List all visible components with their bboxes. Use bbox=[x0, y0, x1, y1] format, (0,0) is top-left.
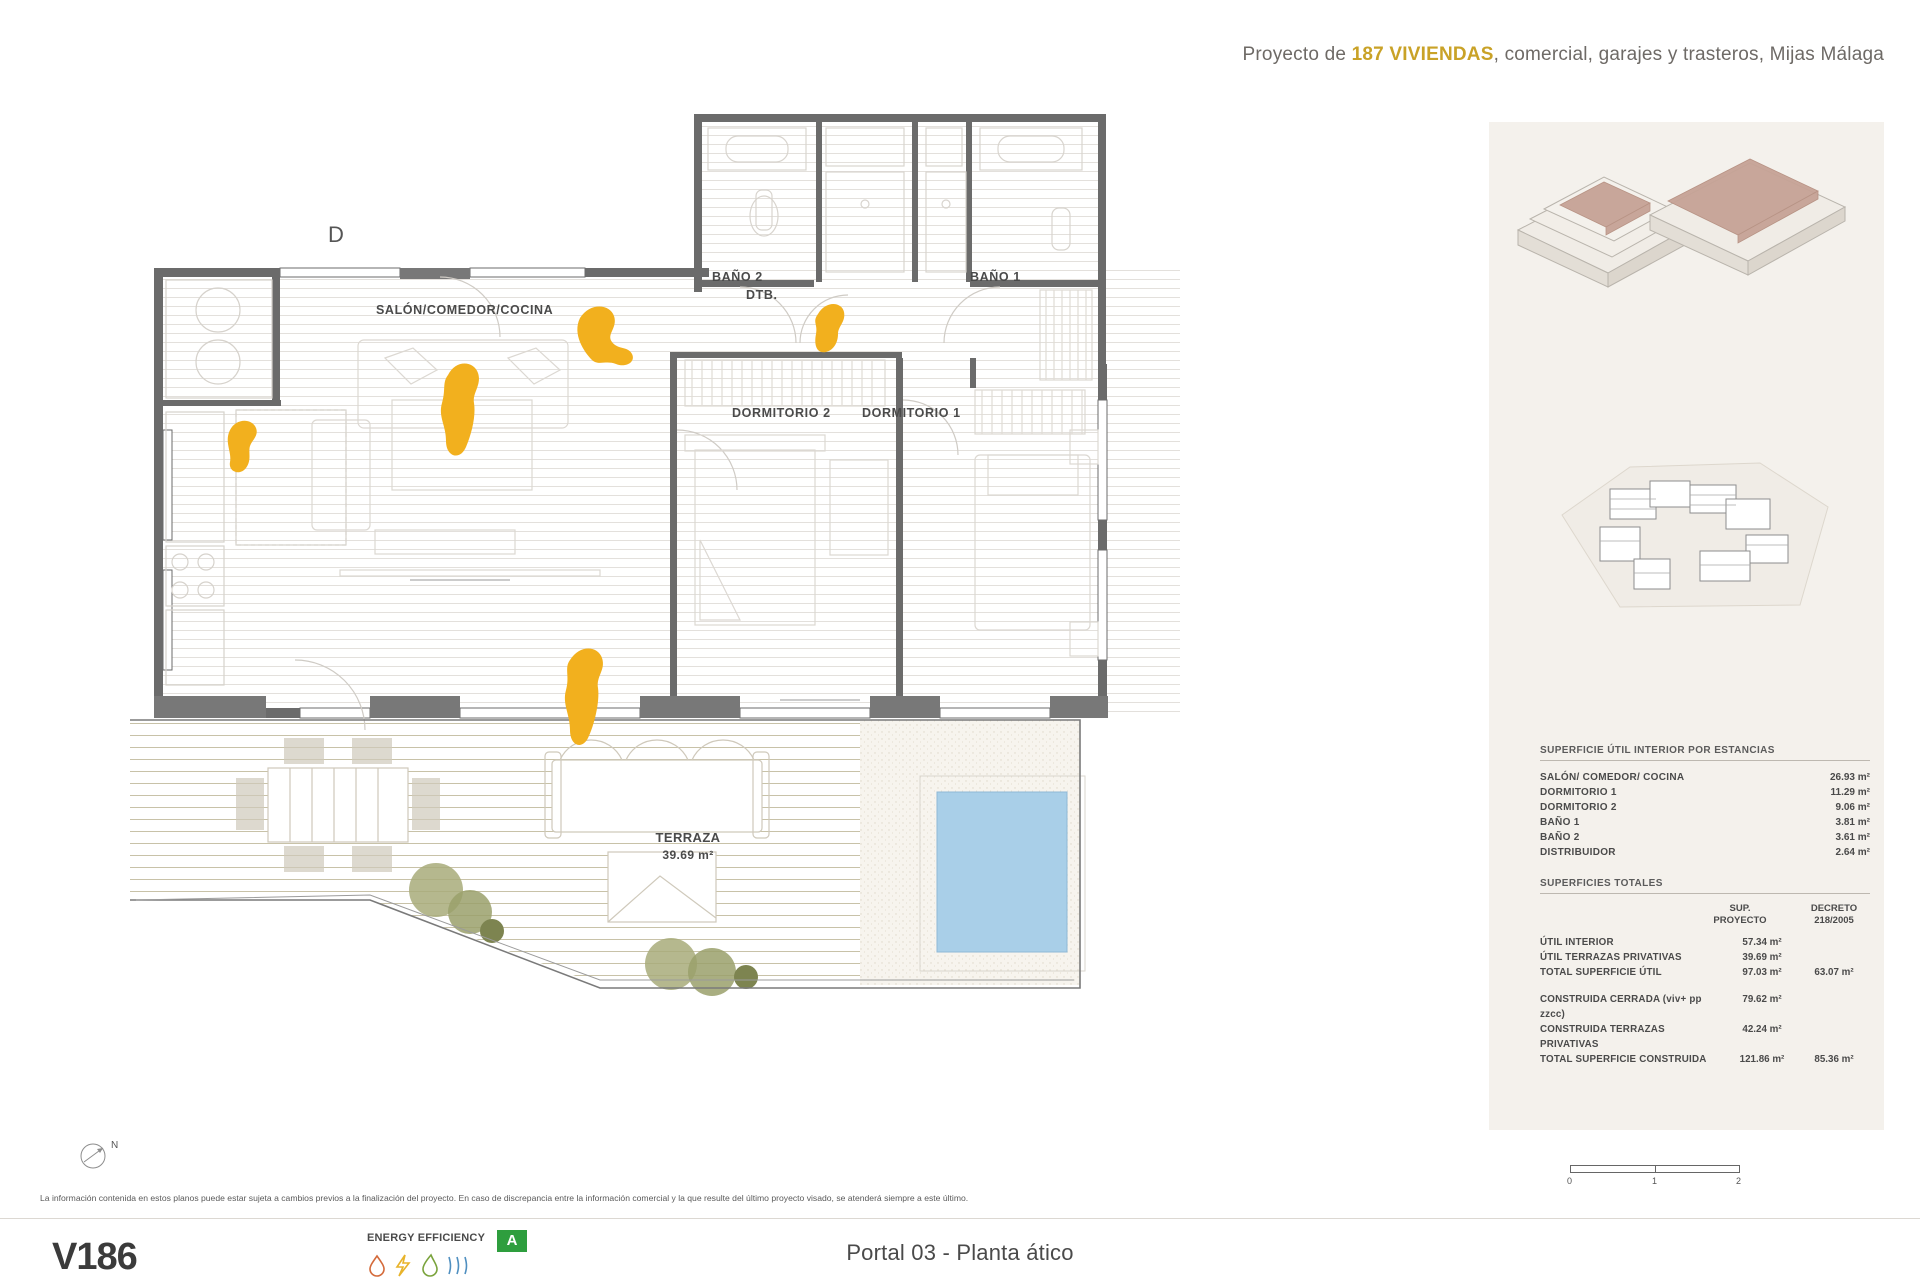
room-label-salon: SALÓN/COMEDOR/COCINA bbox=[376, 303, 554, 317]
terrace-area: 39.69 m² bbox=[662, 848, 714, 862]
room-label-dtb: DTB. bbox=[746, 288, 778, 302]
site-plan-thumbnail bbox=[1550, 455, 1840, 615]
totals-proyecto: 121.86 m² bbox=[1739, 1054, 1785, 1065]
totals-row bbox=[1540, 935, 1870, 950]
totals-proyecto: 39.69 m² bbox=[1742, 952, 1782, 963]
area-row bbox=[1540, 770, 1870, 785]
scale-tick-0: 0 bbox=[1567, 1176, 1573, 1186]
plan-title: Portal 03 - Planta ático bbox=[846, 1240, 1074, 1265]
area-room-name: BAÑO 1 bbox=[1540, 817, 1580, 828]
totals-col2-line2: 218/2005 bbox=[1814, 915, 1854, 926]
totals-decreto: 63.07 m² bbox=[1814, 967, 1854, 978]
area-row bbox=[1540, 830, 1870, 845]
area-row bbox=[1540, 815, 1870, 830]
energy-grade: A bbox=[497, 1230, 527, 1252]
area-room-name: SALÓN/ COMEDOR/ COCINA bbox=[1540, 772, 1685, 783]
totals-column-headers bbox=[1540, 903, 1870, 914]
totals-name: CONSTRUIDA CERRADA (viv+ pp zzcc) bbox=[1540, 994, 1702, 1020]
totals-decreto bbox=[1798, 1022, 1870, 1052]
floor-plan-drawing bbox=[40, 100, 1340, 1110]
areas-section2-title: SUPERFICIES TOTALES bbox=[1540, 878, 1870, 894]
room-label-bano-2: BAÑO 2 bbox=[712, 270, 763, 284]
totals-proyecto: 79.62 m² bbox=[1742, 994, 1782, 1005]
totals-proyecto: 57.34 m² bbox=[1742, 937, 1782, 948]
totals-col1-line2: PROYECTO bbox=[1713, 915, 1767, 926]
terrace-label: TERRAZA bbox=[655, 830, 721, 845]
area-room-value: 26.93 m² bbox=[1829, 772, 1870, 783]
totals-decreto bbox=[1798, 935, 1870, 950]
area-row bbox=[1540, 800, 1870, 815]
area-room-value: 9.06 m² bbox=[1835, 802, 1870, 813]
area-room-value: 11.29 m² bbox=[1830, 787, 1870, 798]
floor-plan bbox=[40, 100, 1340, 1110]
room-label-dormitorio-2: DORMITORIO 2 bbox=[732, 406, 831, 420]
totals-name: TOTAL SUPERFICIE ÚTIL bbox=[1540, 967, 1662, 978]
totals-row bbox=[1540, 950, 1870, 965]
totals-name: CONSTRUIDA TERRAZAS PRIVATIVAS bbox=[1540, 1024, 1665, 1050]
project-header bbox=[1243, 44, 1884, 66]
area-room-value: 3.81 m² bbox=[1835, 817, 1870, 828]
energy-title: ENERGY EFFICIENCY bbox=[367, 1232, 486, 1244]
area-room-name: BAÑO 2 bbox=[1540, 832, 1580, 843]
scale-bar bbox=[1567, 1165, 1760, 1186]
totals-col2-line1: DECRETO bbox=[1810, 903, 1858, 914]
area-row bbox=[1540, 845, 1870, 860]
totals-row bbox=[1540, 965, 1870, 980]
north-compass bbox=[78, 1140, 118, 1172]
area-row bbox=[1540, 785, 1870, 800]
unit-letter: D bbox=[328, 222, 344, 247]
totals-column-subheaders bbox=[1540, 915, 1870, 926]
room-label-dormitorio-1: DORMITORIO 1 bbox=[862, 406, 961, 420]
room-label-bano-1: BAÑO 1 bbox=[970, 270, 1021, 284]
totals-proyecto: 42.24 m² bbox=[1742, 1024, 1782, 1035]
totals-decreto bbox=[1798, 992, 1870, 1022]
area-room-name: DORMITORIO 2 bbox=[1540, 802, 1617, 813]
footer-divider bbox=[0, 1218, 1920, 1219]
area-room-value: 3.61 m² bbox=[1835, 832, 1870, 843]
scale-ticks bbox=[1567, 1165, 1760, 1186]
header-highlight: 187 VIVIENDAS bbox=[1351, 44, 1494, 65]
compass-north-label: N bbox=[111, 1140, 119, 1151]
totals-name: TOTAL SUPERFICIE CONSTRUIDA bbox=[1540, 1054, 1707, 1065]
area-room-name: DISTRIBUIDOR bbox=[1540, 847, 1616, 858]
areas-tables bbox=[1540, 745, 1870, 1067]
swimming-pool bbox=[920, 776, 1085, 971]
scale-tick-1: 1 bbox=[1652, 1176, 1658, 1186]
totals-name: ÚTIL TERRAZAS PRIVATIVAS bbox=[1540, 952, 1682, 963]
totals-row bbox=[1540, 992, 1870, 1022]
totals-decreto bbox=[1798, 950, 1870, 965]
area-room-value: 2.64 m² bbox=[1835, 847, 1870, 858]
header-suffix: , comercial, garajes y trasteros, Mijas Málaga bbox=[1493, 44, 1884, 65]
totals-name: ÚTIL INTERIOR bbox=[1540, 937, 1614, 948]
totals-row bbox=[1540, 1022, 1870, 1052]
area-room-name: DORMITORIO 1 bbox=[1540, 787, 1617, 798]
disclaimer-text: La información contenida en estos planos puede estar sujeta a cambios previos a la finalización del proyecto. En caso de discrepancia entre la información comercial y la que resulte del último proyecto visado, se atenderá siempre a este último. bbox=[40, 1193, 969, 1203]
totals-decreto: 85.36 m² bbox=[1814, 1054, 1854, 1065]
header-prefix: Proyecto de bbox=[1242, 44, 1352, 65]
totals-proyecto: 97.03 m² bbox=[1742, 967, 1782, 978]
terrace-label-group bbox=[618, 830, 758, 862]
building-3d-thumbnail bbox=[1500, 135, 1875, 335]
totals-col1-line1: SUP. bbox=[1729, 903, 1751, 914]
areas-section1-title: SUPERFICIE ÚTIL INTERIOR POR ESTANCIAS bbox=[1540, 745, 1870, 761]
totals-row bbox=[1540, 1052, 1870, 1067]
compass-icon bbox=[78, 1140, 112, 1170]
scale-tick-2: 2 bbox=[1736, 1176, 1742, 1186]
unit-code: V186 bbox=[52, 1236, 137, 1278]
